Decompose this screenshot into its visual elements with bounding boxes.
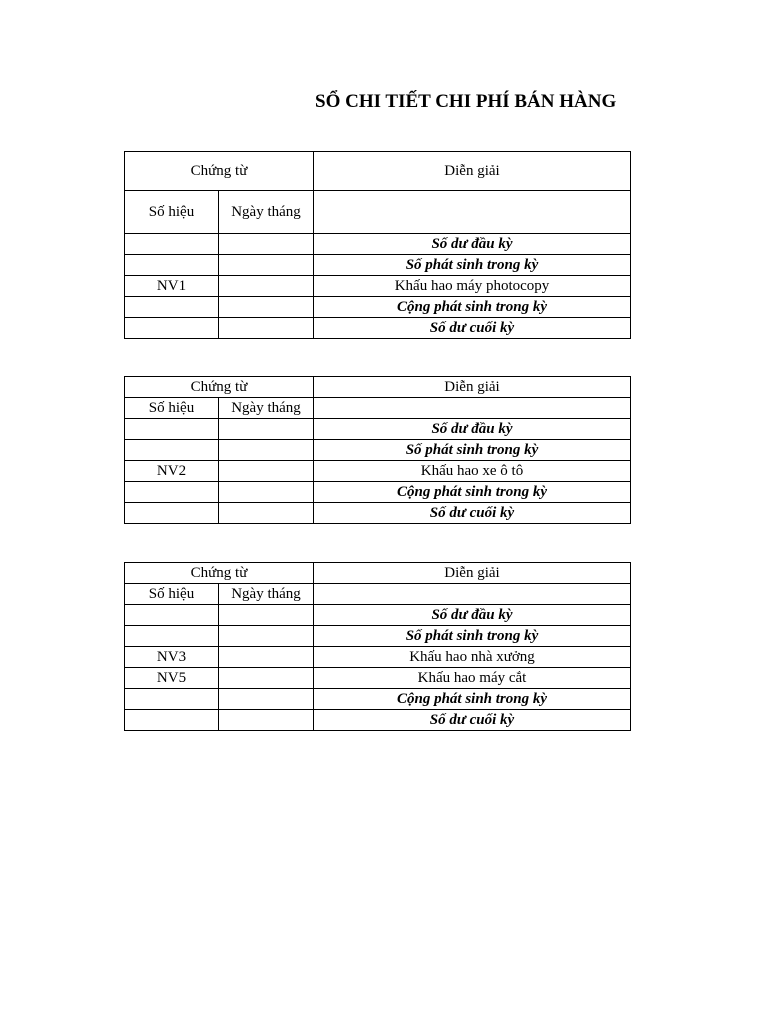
table-row (125, 318, 631, 339)
header-chung-tu: Chứng từ (125, 377, 314, 398)
dien-giai-cell: Số dư đầu kỳ (314, 234, 631, 255)
dien-giai-cell: Số phát sinh trong kỳ (314, 626, 631, 647)
so-hieu-cell: NV5 (125, 668, 219, 689)
dien-giai-cell: Số phát sinh trong kỳ (314, 440, 631, 461)
dien-giai-cell: Số phát sinh trong kỳ (314, 255, 631, 276)
so-hieu-cell (125, 626, 219, 647)
table-row (125, 276, 631, 297)
table-row (125, 647, 631, 668)
so-hieu-cell (125, 503, 219, 524)
header-so-hieu: Số hiệu (125, 191, 219, 234)
ngay-thang-cell (219, 626, 314, 647)
so-hieu-cell (125, 419, 219, 440)
dien-giai-cell: Khấu hao máy photocopy (314, 276, 631, 297)
table-row (125, 689, 631, 710)
so-hieu-cell (125, 605, 219, 626)
header-so-hieu: Số hiệu (125, 584, 219, 605)
header-dien-giai: Diễn giải (314, 563, 631, 584)
so-hieu-cell (125, 689, 219, 710)
so-hieu-cell: NV3 (125, 647, 219, 668)
table-row (125, 419, 631, 440)
table-row (125, 503, 631, 524)
table-row (125, 297, 631, 318)
dien-giai-cell: Khấu hao nhà xưởng (314, 647, 631, 668)
so-hieu-cell (125, 318, 219, 339)
ngay-thang-cell (219, 668, 314, 689)
so-hieu-cell (125, 255, 219, 276)
ngay-thang-cell (219, 318, 314, 339)
table-row (125, 710, 631, 731)
dien-giai-cell: Số dư cuối kỳ (314, 503, 631, 524)
so-hieu-cell (125, 297, 219, 318)
ngay-thang-cell (219, 482, 314, 503)
header-row (125, 377, 631, 398)
header-row (125, 152, 631, 191)
dien-giai-cell: Số dư đầu kỳ (314, 605, 631, 626)
table-row (125, 461, 631, 482)
subheader-row (125, 584, 631, 605)
header-empty-cell (314, 398, 631, 419)
header-dien-giai: Diễn giải (314, 377, 631, 398)
dien-giai-cell: Khấu hao máy cắt (314, 668, 631, 689)
table-row (125, 626, 631, 647)
header-chung-tu: Chứng từ (125, 563, 314, 584)
ledger-table-1 (124, 151, 631, 339)
dien-giai-cell: Cộng phát sinh trong kỳ (314, 297, 631, 318)
ngay-thang-cell (219, 461, 314, 482)
dien-giai-cell: Số dư cuối kỳ (314, 710, 631, 731)
table-row (125, 668, 631, 689)
so-hieu-cell (125, 440, 219, 461)
subheader-row (125, 191, 631, 234)
dien-giai-cell: Cộng phát sinh trong kỳ (314, 482, 631, 503)
ngay-thang-cell (219, 419, 314, 440)
ngay-thang-cell (219, 440, 314, 461)
header-ngay-thang: Ngày tháng (219, 398, 314, 419)
so-hieu-cell (125, 482, 219, 503)
ngay-thang-cell (219, 297, 314, 318)
ngay-thang-cell (219, 255, 314, 276)
dien-giai-cell: Số dư đầu kỳ (314, 419, 631, 440)
header-empty-cell (314, 191, 631, 234)
ngay-thang-cell (219, 234, 314, 255)
table-row (125, 482, 631, 503)
page-title: SỔ CHI TIẾT CHI PHÍ BÁN HÀNG (315, 91, 617, 112)
header-ngay-thang: Ngày tháng (219, 584, 314, 605)
ngay-thang-cell (219, 647, 314, 668)
header-ngay-thang: Ngày tháng (219, 191, 314, 234)
header-so-hieu: Số hiệu (125, 398, 219, 419)
table-row (125, 255, 631, 276)
ngay-thang-cell (219, 605, 314, 626)
so-hieu-cell: NV2 (125, 461, 219, 482)
ngay-thang-cell (219, 503, 314, 524)
ledger-table-2 (124, 376, 631, 524)
dien-giai-cell: Số dư cuối kỳ (314, 318, 631, 339)
dien-giai-cell: Khấu hao xe ô tô (314, 461, 631, 482)
header-empty-cell (314, 584, 631, 605)
table-row (125, 440, 631, 461)
header-row (125, 563, 631, 584)
ngay-thang-cell (219, 276, 314, 297)
ledger-table-3 (124, 562, 631, 731)
so-hieu-cell: NV1 (125, 276, 219, 297)
ngay-thang-cell (219, 689, 314, 710)
subheader-row (125, 398, 631, 419)
so-hieu-cell (125, 234, 219, 255)
dien-giai-cell: Cộng phát sinh trong kỳ (314, 689, 631, 710)
header-chung-tu: Chứng từ (125, 152, 314, 191)
table-row (125, 234, 631, 255)
table-row (125, 605, 631, 626)
so-hieu-cell (125, 710, 219, 731)
ngay-thang-cell (219, 710, 314, 731)
header-dien-giai: Diễn giải (314, 152, 631, 191)
